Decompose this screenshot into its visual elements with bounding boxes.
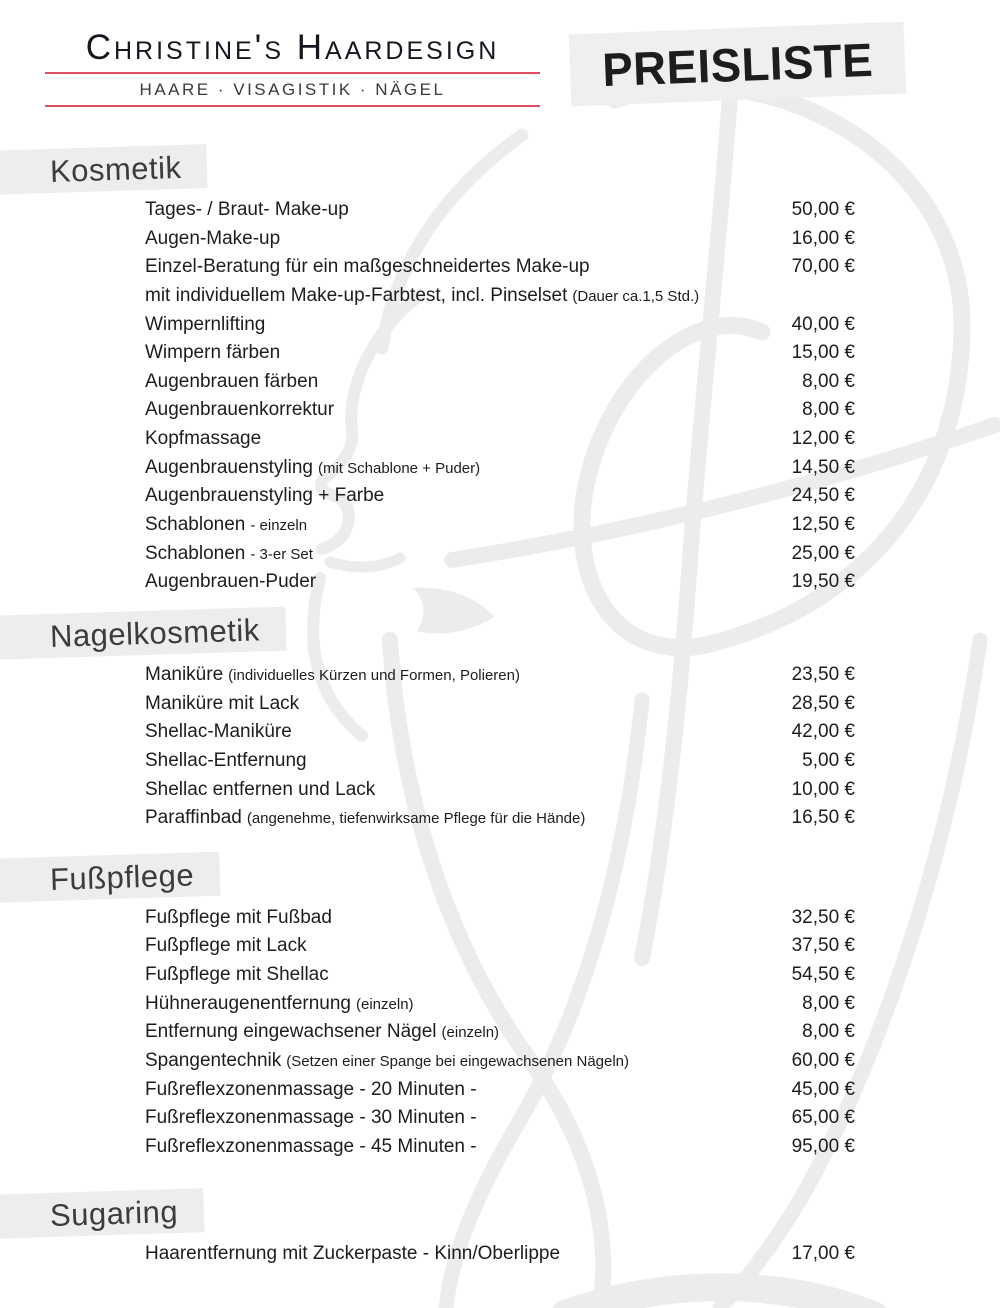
price-row — [145, 750, 855, 779]
item-name: Maniküre — [145, 663, 224, 685]
item-name: Augen-Make-up — [145, 227, 281, 249]
item-name: Shellac-Entfernung — [145, 749, 307, 771]
price-row — [145, 664, 855, 693]
price-row — [145, 314, 855, 343]
item-name: Augenbrauenstyling — [145, 456, 313, 478]
item-name: Paraffinbad — [145, 807, 242, 829]
section-title: Nagelkosmetik — [49, 611, 261, 654]
section-banner — [0, 1188, 205, 1239]
item-note: (individuelles Kürzen und Formen, Polieren) — [228, 666, 520, 684]
price-row — [145, 779, 855, 808]
price-rows — [145, 199, 855, 600]
logo-title: Christine's Haardesign — [85, 28, 500, 67]
item-price: 23,50 € — [791, 663, 855, 685]
item-price: 25,00 € — [791, 542, 855, 564]
section-title: Fußpflege — [49, 856, 195, 897]
section-kosmetik — [0, 151, 1000, 600]
section-sugaring — [0, 1195, 1000, 1272]
item-name: Kopfmassage — [145, 428, 262, 450]
price-row — [145, 1243, 855, 1272]
price-row — [145, 428, 855, 457]
price-row — [145, 399, 855, 428]
item-price: 8,00 € — [802, 399, 855, 421]
sections — [0, 151, 1000, 1271]
section-banner — [0, 144, 208, 195]
section-nagelkosmetik — [0, 611, 1000, 836]
item-name: Einzel-Beratung für ein maßgeschneidertes Make-up — [145, 256, 590, 278]
salon-logo — [45, 30, 540, 107]
price-row — [145, 1021, 855, 1050]
item-price: 65,00 € — [791, 1107, 855, 1129]
item-note: (mit Schablone + Puder) — [317, 459, 481, 477]
item-price: 45,00 € — [791, 1078, 855, 1100]
item-name: Entfernung eingewachsener Nägel — [145, 1021, 437, 1043]
item-name: Fußreflexzonenmassage - 30 Minuten - — [145, 1107, 477, 1129]
price-row — [145, 256, 855, 285]
price-row — [145, 342, 855, 371]
item-price: 50,00 € — [791, 199, 855, 220]
item-price: 54,50 € — [791, 964, 855, 986]
item-note: - 3-er Set — [250, 545, 313, 563]
section-banner — [0, 851, 221, 902]
price-row — [145, 457, 855, 486]
item-price: 8,00 € — [802, 1021, 855, 1043]
item-price: 16,00 € — [791, 227, 855, 249]
price-row — [145, 693, 855, 722]
price-row — [145, 199, 855, 228]
price-row — [145, 993, 855, 1022]
section-title: Kosmetik — [49, 149, 182, 189]
item-name: Schablonen — [145, 542, 246, 564]
item-note: (einzeln) — [356, 995, 414, 1013]
item-price: 12,00 € — [791, 428, 855, 450]
price-row — [145, 1050, 855, 1079]
item-note: - einzeln — [250, 517, 308, 535]
page-content — [0, 26, 1000, 1271]
price-row — [145, 285, 855, 314]
item-price: 42,00 € — [791, 721, 855, 743]
price-row — [145, 543, 855, 572]
section-title: Sugaring — [49, 1193, 179, 1233]
item-price: 70,00 € — [791, 256, 855, 278]
price-row — [145, 907, 855, 936]
item-name: Shellac entfernen und Lack — [145, 778, 376, 800]
item-name: Augenbrauenkorrektur — [145, 399, 335, 421]
item-name: Hühneraugenentfernung — [145, 992, 352, 1014]
section-banner — [0, 607, 286, 660]
item-name: Wimpern färben — [145, 342, 281, 364]
item-name: Fußpflege mit Shellac — [145, 964, 329, 986]
item-name: Haarentfernung mit Zuckerpaste - Kinn/Oberlippe — [145, 1242, 561, 1264]
price-rows — [145, 664, 855, 836]
preisliste-banner-text: PREISLISTE — [601, 32, 874, 96]
item-name: Fußreflexzonenmassage - 45 Minuten - — [145, 1135, 477, 1157]
item-note: (angenehme, tiefenwirksame Pflege für die Hände) — [246, 810, 586, 828]
item-name: Shellac-Maniküre — [145, 721, 292, 743]
logo-subtitle: HAARE · VISAGISTIK · NÄGEL — [139, 80, 446, 99]
item-price: 16,50 € — [791, 807, 855, 829]
item-price: 8,00 € — [802, 370, 855, 392]
price-row — [145, 935, 855, 964]
price-row — [145, 721, 855, 750]
item-price: 17,00 € — [791, 1242, 855, 1264]
item-name: Augenbrauen färben — [145, 370, 319, 392]
price-row — [145, 964, 855, 993]
item-name: Augenbrauenstyling + Farbe — [145, 485, 385, 507]
item-price: 28,50 € — [791, 692, 855, 714]
red-divider-top — [45, 72, 540, 74]
item-price: 5,00 € — [802, 749, 855, 771]
item-name: Wimpernlifting — [145, 313, 266, 335]
item-price: 14,50 € — [791, 456, 855, 478]
header — [0, 26, 1000, 141]
price-row — [145, 371, 855, 400]
section-fusspflege — [0, 856, 1000, 1165]
item-name: Tages- / Braut- Make-up — [145, 199, 349, 220]
price-row — [145, 807, 855, 836]
item-note: (Dauer ca.1,5 Std.) — [572, 287, 700, 305]
item-price: 37,50 € — [791, 935, 855, 957]
price-row — [145, 571, 855, 600]
price-rows — [145, 1243, 855, 1272]
item-price: 40,00 € — [791, 313, 855, 335]
price-row — [145, 1079, 855, 1108]
red-divider-bottom — [45, 105, 540, 107]
item-price: 10,00 € — [791, 778, 855, 800]
item-price: 95,00 € — [791, 1135, 855, 1157]
item-price: 60,00 € — [791, 1050, 855, 1072]
item-note: (einzeln) — [441, 1024, 500, 1042]
item-name: Maniküre mit Lack — [145, 692, 300, 714]
price-row — [145, 1136, 855, 1165]
item-note: (Setzen einer Spange bei eingewachsenen Nägeln) — [286, 1053, 630, 1071]
price-row — [145, 228, 855, 257]
item-price: 8,00 € — [802, 992, 855, 1014]
item-name: Fußreflexzonenmassage - 20 Minuten - — [145, 1078, 477, 1100]
price-row — [145, 485, 855, 514]
item-price: 24,50 € — [791, 485, 855, 507]
item-price: 19,50 € — [791, 571, 855, 593]
price-row — [145, 514, 855, 543]
item-name: Augenbrauen-Puder — [145, 571, 317, 593]
item-price: 15,00 € — [791, 342, 855, 364]
price-rows — [145, 907, 855, 1165]
price-row — [145, 1107, 855, 1136]
item-price: 12,50 € — [791, 514, 855, 536]
item-price: 32,50 € — [791, 906, 855, 928]
item-name: Spangentechnik — [145, 1050, 282, 1072]
item-name: mit individuellem Make-up-Farbtest, incl. Pinselset — [145, 284, 568, 306]
item-name: Fußpflege mit Lack — [145, 935, 307, 957]
preisliste-banner — [569, 22, 907, 107]
item-name: Fußpflege mit Fußbad — [145, 906, 332, 928]
item-name: Schablonen — [145, 514, 246, 536]
